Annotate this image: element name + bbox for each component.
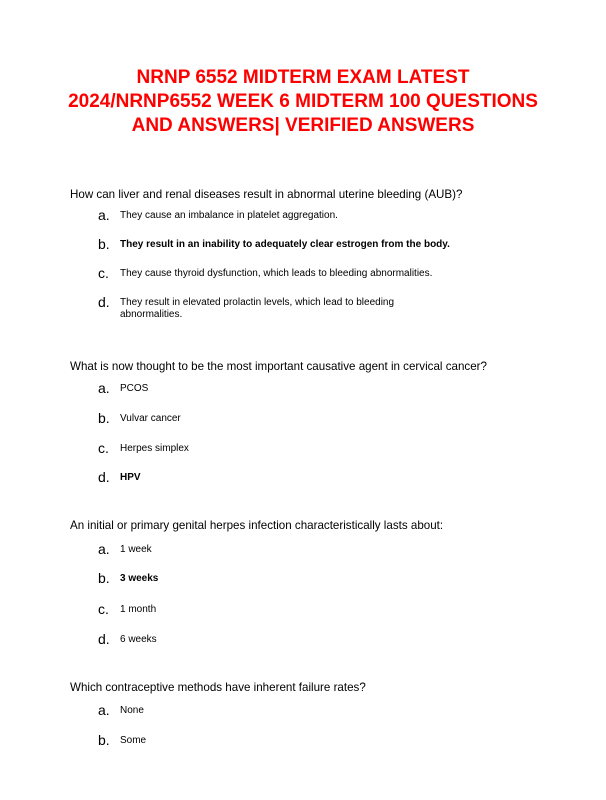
title-line-2: 2024/NRNP6552 WEEK 6 MIDTERM 100 QUESTIONS <box>68 91 538 112</box>
question-text: Which contraceptive methods have inherent failure rates? <box>70 681 366 694</box>
question-text: How can liver and renal diseases result in abnormal uterine bleeding (AUB)? <box>70 188 463 201</box>
option-letter: b. <box>98 410 110 426</box>
option-text: 1 month <box>120 604 157 615</box>
option-letter: b. <box>98 236 110 252</box>
title-line-1: NRNP 6552 MIDTERM EXAM LATEST <box>136 67 470 88</box>
option-letter: c. <box>98 265 109 281</box>
option-text: They cause an imbalance in platelet aggregation. <box>120 210 338 221</box>
question-2 <box>70 360 540 485</box>
option-text: 6 weeks <box>120 634 157 645</box>
option-text: Vulvar cancer <box>120 413 181 424</box>
option-letter: a. <box>98 541 110 557</box>
option-letter: a. <box>98 702 110 718</box>
option-letter: d. <box>98 631 110 647</box>
option-letter: b. <box>98 732 110 748</box>
option-text-correct: 3 weeks <box>120 573 159 584</box>
option-letter: a. <box>98 207 110 223</box>
option-text: They cause thyroid dysfunction, which leads to bleeding abnormalities. <box>120 268 433 279</box>
option-text: Herpes simplex <box>120 443 189 454</box>
option-text: None <box>120 705 144 716</box>
question-1 <box>70 188 540 320</box>
option-letter: a. <box>98 380 110 396</box>
option-text-correct: HPV <box>120 472 141 483</box>
question-text: What is now thought to be the most important causative agent in cervical cancer? <box>70 360 487 373</box>
question-4 <box>70 681 540 748</box>
option-text: They result in elevated prolactin levels, which lead to bleeding abnormalities. <box>120 297 395 320</box>
question-text: An initial or primary genital herpes infection characteristically lasts about: <box>70 519 444 532</box>
option-letter: b. <box>98 570 110 586</box>
document-title <box>40 66 566 138</box>
option-text: Some <box>120 735 147 746</box>
question-3 <box>70 519 540 647</box>
option-letter: d. <box>98 469 110 485</box>
option-letter: c. <box>98 601 109 617</box>
title-line-3: AND ANSWERS| VERIFIED ANSWERS <box>131 115 475 136</box>
option-letter: d. <box>98 294 110 310</box>
option-text: 1 week <box>120 544 152 555</box>
option-text-correct: They result in an inability to adequately clear estrogen from the body. <box>120 239 450 250</box>
option-letter: c. <box>98 440 109 456</box>
option-text: PCOS <box>120 383 149 394</box>
